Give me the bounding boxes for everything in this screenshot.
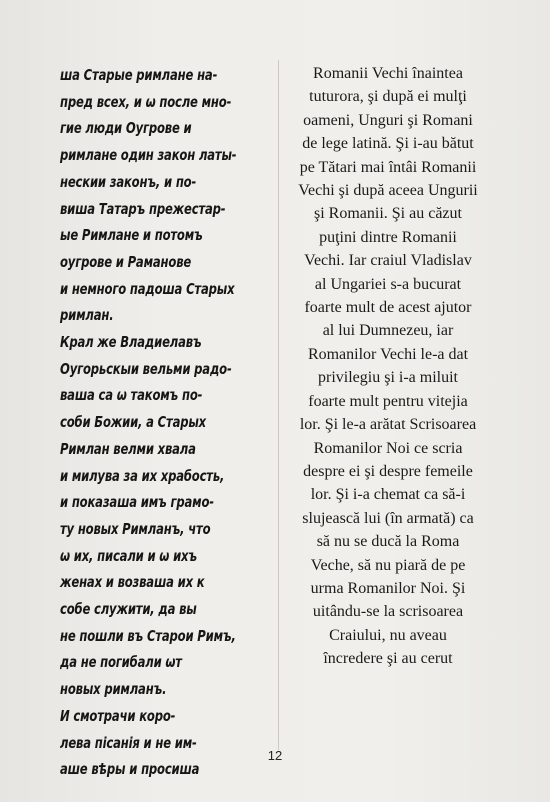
cyrillic-text-line: ваша са ѡ такомъ по- [60, 386, 203, 405]
romanian-text-line: şi Romanii. Şi au căzut [314, 205, 462, 223]
romanian-text-line: slujească lui (în armată) ca [302, 509, 474, 527]
cyrillic-text-line: собе служити, да вы [60, 600, 197, 619]
cyrillic-text-line: пред всех, и ѡ после мно- [60, 92, 232, 111]
romanian-text-line: Craiului, nu aveau [329, 626, 447, 644]
cyrillic-text-line: ѡ их, писали и ѡ ихъ [60, 546, 197, 565]
romanian-text-line: lor. Şi le-a arătat Scrisoarea [299, 416, 477, 434]
cyrillic-text-line: соби Божии, а Старых [60, 413, 206, 432]
cyrillic-text-line: новых римланъ. [60, 680, 167, 699]
cyrillic-text-line: Римлан велми хвала [60, 439, 196, 458]
cyrillic-text-line: римлан. [60, 306, 114, 325]
romanian-text-line: Romanii Vechi înaintea [313, 65, 463, 82]
cyrillic-text-line: ту новых Римланъ, что [60, 519, 211, 538]
romanian-text-line: al Ungariei s-a bucurat [314, 275, 462, 293]
romanian-text-line: Veche, să nu piară de pe [310, 556, 466, 574]
romanian-text-line: să nu se ducă la Roma [316, 533, 460, 551]
cyrillic-text-line: И смотрачи коро- [60, 706, 176, 725]
cyrillic-text-line: лева пісанія и не им- [60, 733, 197, 752]
romanian-text-line: de lege latină. Şi i-au bătut [302, 135, 474, 153]
cyrillic-text-line: не пошли въ Старои Римъ, [60, 626, 236, 645]
romanian-text-line: puţini dintre Romanii [319, 228, 457, 246]
cyrillic-text-line: Крал же Владиелавъ [60, 333, 202, 352]
cyrillic-text-line: виша Татаръ прежестар- [60, 199, 226, 218]
cyrillic-text-line: и показаша имъ грамо- [60, 493, 214, 512]
cyrillic-text-line: Оугорьскыи вельми радо- [60, 359, 232, 378]
romanian-text-line: lor. Şi i-a chemat ca să-i [310, 486, 466, 504]
romanian-text-line: Vechi şi după aceea Ungurii [298, 182, 478, 200]
cyrillic-text-line: ша Старые римлане на- [60, 66, 218, 84]
cyrillic-text-line: да не погибали ѡт [60, 653, 182, 672]
romanian-text-line: privilegiu şi i-a miluit [318, 369, 458, 387]
romanian-text-line: încredere şi au cerut [323, 650, 453, 668]
romanian-translation-column [282, 62, 494, 671]
cyrillic-text-line: женах и возваша их к [60, 573, 205, 592]
column-divider [278, 60, 279, 750]
romanian-text-line: Romanilor Vechi le-a dat [307, 345, 469, 363]
cyrillic-text-line: римлане один закон латы- [60, 146, 237, 165]
cyrillic-handwritten-column [60, 62, 275, 783]
romanian-text-line: foarte mult de acest ajutor [304, 299, 472, 317]
cyrillic-text-line: и немного падоша Старых [60, 279, 235, 298]
romanian-text-line: oameni, Unguri şi Romani [303, 111, 473, 129]
romanian-text-line: urma Romanilor Noi. Şi [310, 579, 466, 597]
cyrillic-text-line: оугрове и Раманове [60, 252, 192, 271]
romanian-text-line: Romanilor Noi ce scria [313, 439, 463, 457]
romanian-text-line: uitându-se la scrisoarea [312, 603, 464, 621]
cyrillic-text-line: гие люди Оугрове и [60, 119, 192, 138]
romanian-text-line: Vechi. Iar craiul Vladislav [304, 252, 472, 270]
cyrillic-text-line: ые Римлане и потомъ [60, 226, 203, 245]
page-number: 12 [267, 748, 283, 763]
romanian-text-line: despre ei şi despre femeile [303, 462, 473, 480]
romanian-text-line: tuturora, şi după ei mulţi [309, 88, 467, 106]
cyrillic-text-line: аше вѣры и просиша [60, 760, 200, 779]
cyrillic-text-line: и милува за их храбость, [60, 466, 225, 485]
romanian-text-line: pe Tătari mai întâi Romanii [299, 158, 477, 176]
romanian-text-line: al lui Dumnezeu, iar [322, 322, 454, 340]
cyrillic-text-line: нескии законъ, и по- [60, 172, 197, 191]
romanian-text-line: foarte mult pentru vitejia [308, 392, 468, 410]
